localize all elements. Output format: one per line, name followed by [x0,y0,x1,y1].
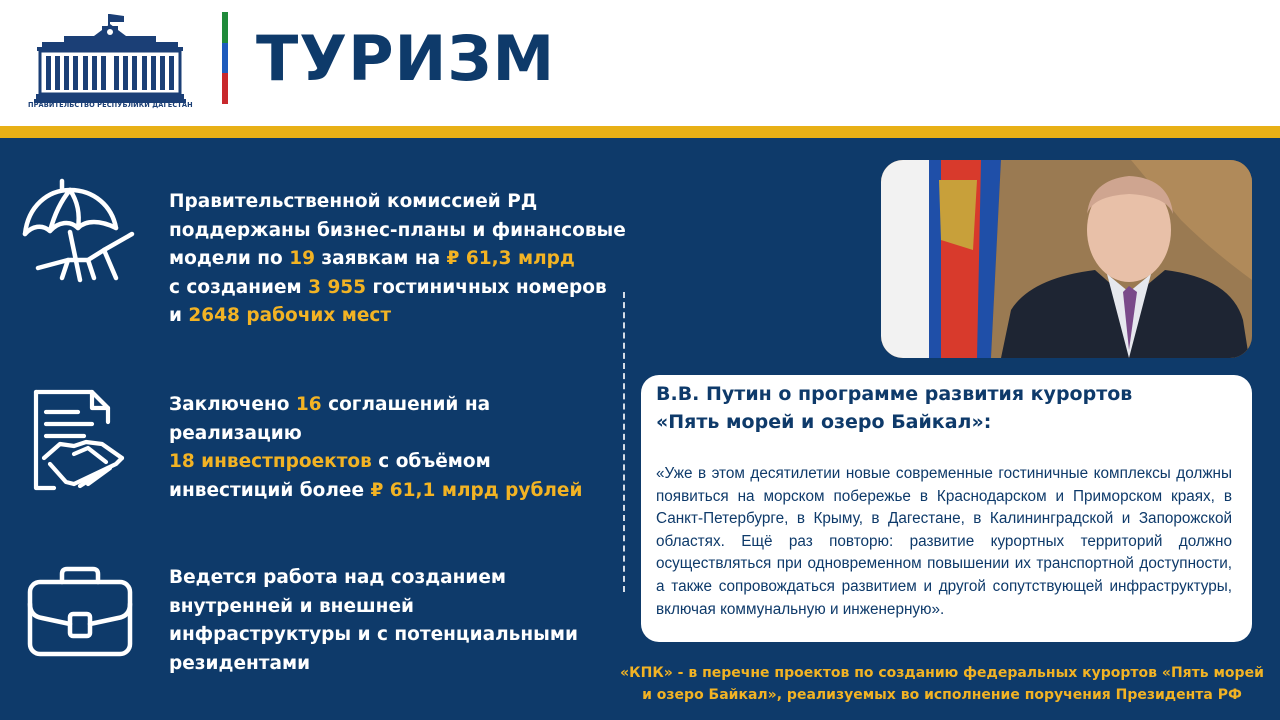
logo-caption: ПРАВИТЕЛЬСТВО РЕСПУБЛИКИ ДАГЕСТАН [28,101,193,109]
quote-text: «Уже в этом десятилетии новые современные гостиничные комплексы должны появиться на морском побережье в Краснодарском и Приморском краях, в Санкт-Петербурге, в Крыму, в Дагестане, в Калининградской и Запорожской областях. Ещё раз повторю: развитие курортных территорий должно осуществляться при одновременном повышении их транспортной доступности, а также сопровождаться развитием и другой сопутствующей инфраструктуры, включая коммунальную и инженерную». [656,465,1232,618]
text-segment: внутренней и внешней [169,595,414,617]
highlight-value: 16 [295,394,322,415]
text-segment: резидентами [169,652,311,674]
text-line [169,650,629,679]
text-line [169,245,629,274]
text-line [169,593,629,622]
highlight-value: ₽ 61,1 млрд рублей [370,479,583,501]
text-block-agreements [169,391,629,505]
text-line [169,477,629,506]
text-line [169,188,629,217]
text-segment: заявкам на [314,248,447,269]
photo-illustration [881,160,1252,358]
footnote-line2: и озеро Байкал», реализуемых во исполнение поручения Президента РФ [642,687,1242,703]
president-photo [881,160,1252,358]
highlight-value: 19 [289,248,315,269]
dashed-divider [623,292,625,592]
text-segment: модели по [169,248,290,269]
logo-columns [46,56,174,90]
quote-title-line1: В.В. Путин о программе развития курортов [656,383,1133,405]
document-handshake-icon [30,388,132,492]
page-title: ТУРИЗМ [256,22,556,95]
government-building-logo-icon [34,14,186,112]
beach-umbrella-lounger-icon [20,176,140,288]
highlight-value: 3 955 [308,276,367,298]
footnote [612,662,1272,706]
text-segment: поддержаны бизнес-планы и финансовые [169,219,626,241]
text-block-infrastructure [169,564,629,678]
text-segment: гостиничных номеров [366,276,607,298]
highlight-value: 18 инвестпроектов [169,451,372,472]
text-line [169,302,629,331]
text-segment: инфраструктуры и с потенциальными [169,624,578,645]
quote-title [656,380,1246,436]
text-segment: Ведется работа над созданием [169,567,507,588]
text-line [169,274,629,303]
text-line [169,621,629,650]
text-segment: соглашений на реализацию [169,394,491,444]
header-divider [0,126,1280,138]
text-segment: с объёмом [371,451,491,472]
text-segment: Заключено [169,394,296,415]
dagestan-flag-bar [222,12,228,104]
highlight-value: ₽ 61,3 млрд [446,248,575,269]
highlight-value: 2648 рабочих мест [188,305,392,326]
text-block-investments [169,188,629,331]
text-line [169,564,629,593]
text-segment: Правительственной комиссией РД [169,191,538,212]
text-line [169,391,629,448]
briefcase-icon [26,566,134,658]
footnote-line1: «КПК» - в перечне проектов по созданию федеральных курортов «Пять морей [620,665,1264,681]
text-line [169,217,629,246]
text-segment: инвестиций более [169,479,371,501]
text-segment: с созданием [169,276,309,298]
text-segment: и [169,305,189,326]
quote-title-line2: «Пять морей и озеро Байкал»: [656,411,992,433]
text-line [169,448,629,477]
